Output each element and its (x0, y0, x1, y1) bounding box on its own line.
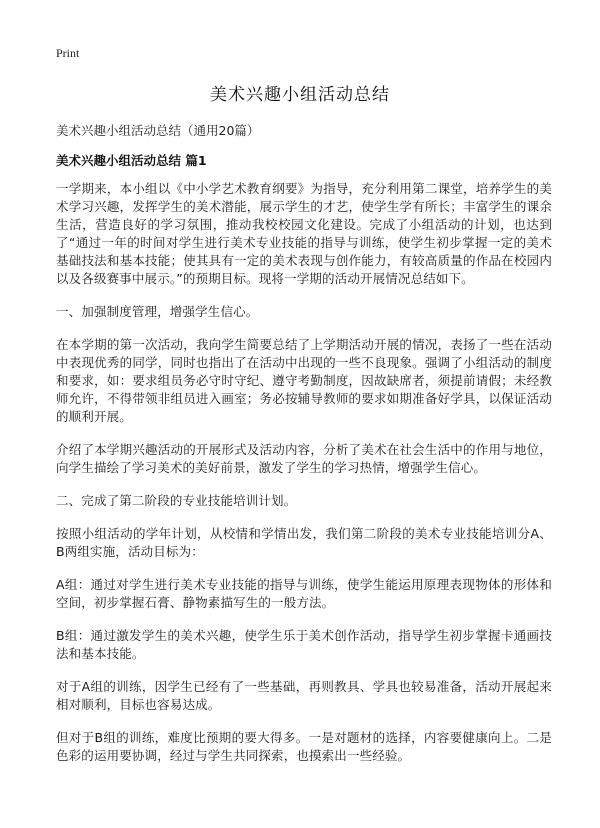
paragraph-group-a: A组：通过对学生进行美术专业技能的指导与训练，使学生能运用原理表现物体的形体和空间，初步掌握石膏、静物素描写生的一般方法。 (56, 577, 552, 610)
print-link[interactable]: Print (56, 46, 80, 60)
paragraph-first-activity: 在本学期的第一次活动，我向学生简要总结了上学期活动开展的情况，表扬了一些在活动中表现优秀的同学，同时也指出了在活动中出现的一些不良现象。强调了小组活动的制度和要求，如：要求组员务必守时守纪、遵守考勤制度，因故缺席者，须提前请假；未经教师允许，不得带领非组员进入画室；务必按辅导教师的要求如期准备好学具，以保证活动的顺利开展。 (56, 337, 552, 424)
document-title: 美术兴趣小组活动总结 (210, 85, 390, 105)
document-subtitle: 美术兴趣小组活动总结（通用20篇） (56, 123, 260, 138)
paragraph-introduction-of-forms: 介绍了本学期兴趣活动的开展形式及活动内容，分析了美术在社会生活中的作用与地位，向学生描绘了学习美术的美好前景，激发了学生的学习热情，增强学生信心。 (56, 442, 552, 475)
paragraph-heading-1: 一、加强制度管理，增强学生信心。 (56, 304, 259, 319)
paragraph-plan: 按照小组活动的学年计划，从校情和学情出发，我们第二阶段的美术专业技能培训分A、B两组实施，活动目标为： (56, 526, 552, 559)
section-heading: 美术兴趣小组活动总结 篇1 (56, 153, 207, 168)
paragraph-heading-2: 二、完成了第二阶段的专业技能培训计划。 (56, 493, 297, 508)
article-body (56, 180, 552, 780)
paragraph-intro: 一学期来，本小组以《中小学艺术教育纲要》为指导，充分利用第二课堂，培养学生的美术学习兴趣，发挥学生的美术潜能，展示学生的才艺，使学生学有所长；丰富学生的课余生活，营造良好的学习氛围，推动我校校园文化建设。完成了小组活动的计划，也达到了“通过一年的时间对学生进行美术专业技能的指导与训练，使学生初步掌握一定的美术基础技法和基本技能；使其具有一定的美术表现与创作能力，有较高质量的作品在校园内以及各级赛事中展示。”的预期目标。现将一学期的活动开展情况总结如下。 (56, 181, 552, 286)
paragraph-group-b: B组：通过激发学生的美术兴趣，使学生乐于美术创作活动，指导学生初步掌握卡通画技法和基本技能。 (56, 628, 552, 661)
paragraph-group-b-training: 但对于B组的训练，难度比预期的要大得多。一是对题材的选择，内容要健康向上。二是色彩的运用要协调，经过与学生共同探索，也摸索出一些经验。 (56, 730, 552, 763)
paragraph-group-a-training: 对于A组的训练，因学生已经有了一些基础，再则教具、学具也较易准备，活动开展起来相对顺利，目标也容易达成。 (56, 679, 552, 712)
